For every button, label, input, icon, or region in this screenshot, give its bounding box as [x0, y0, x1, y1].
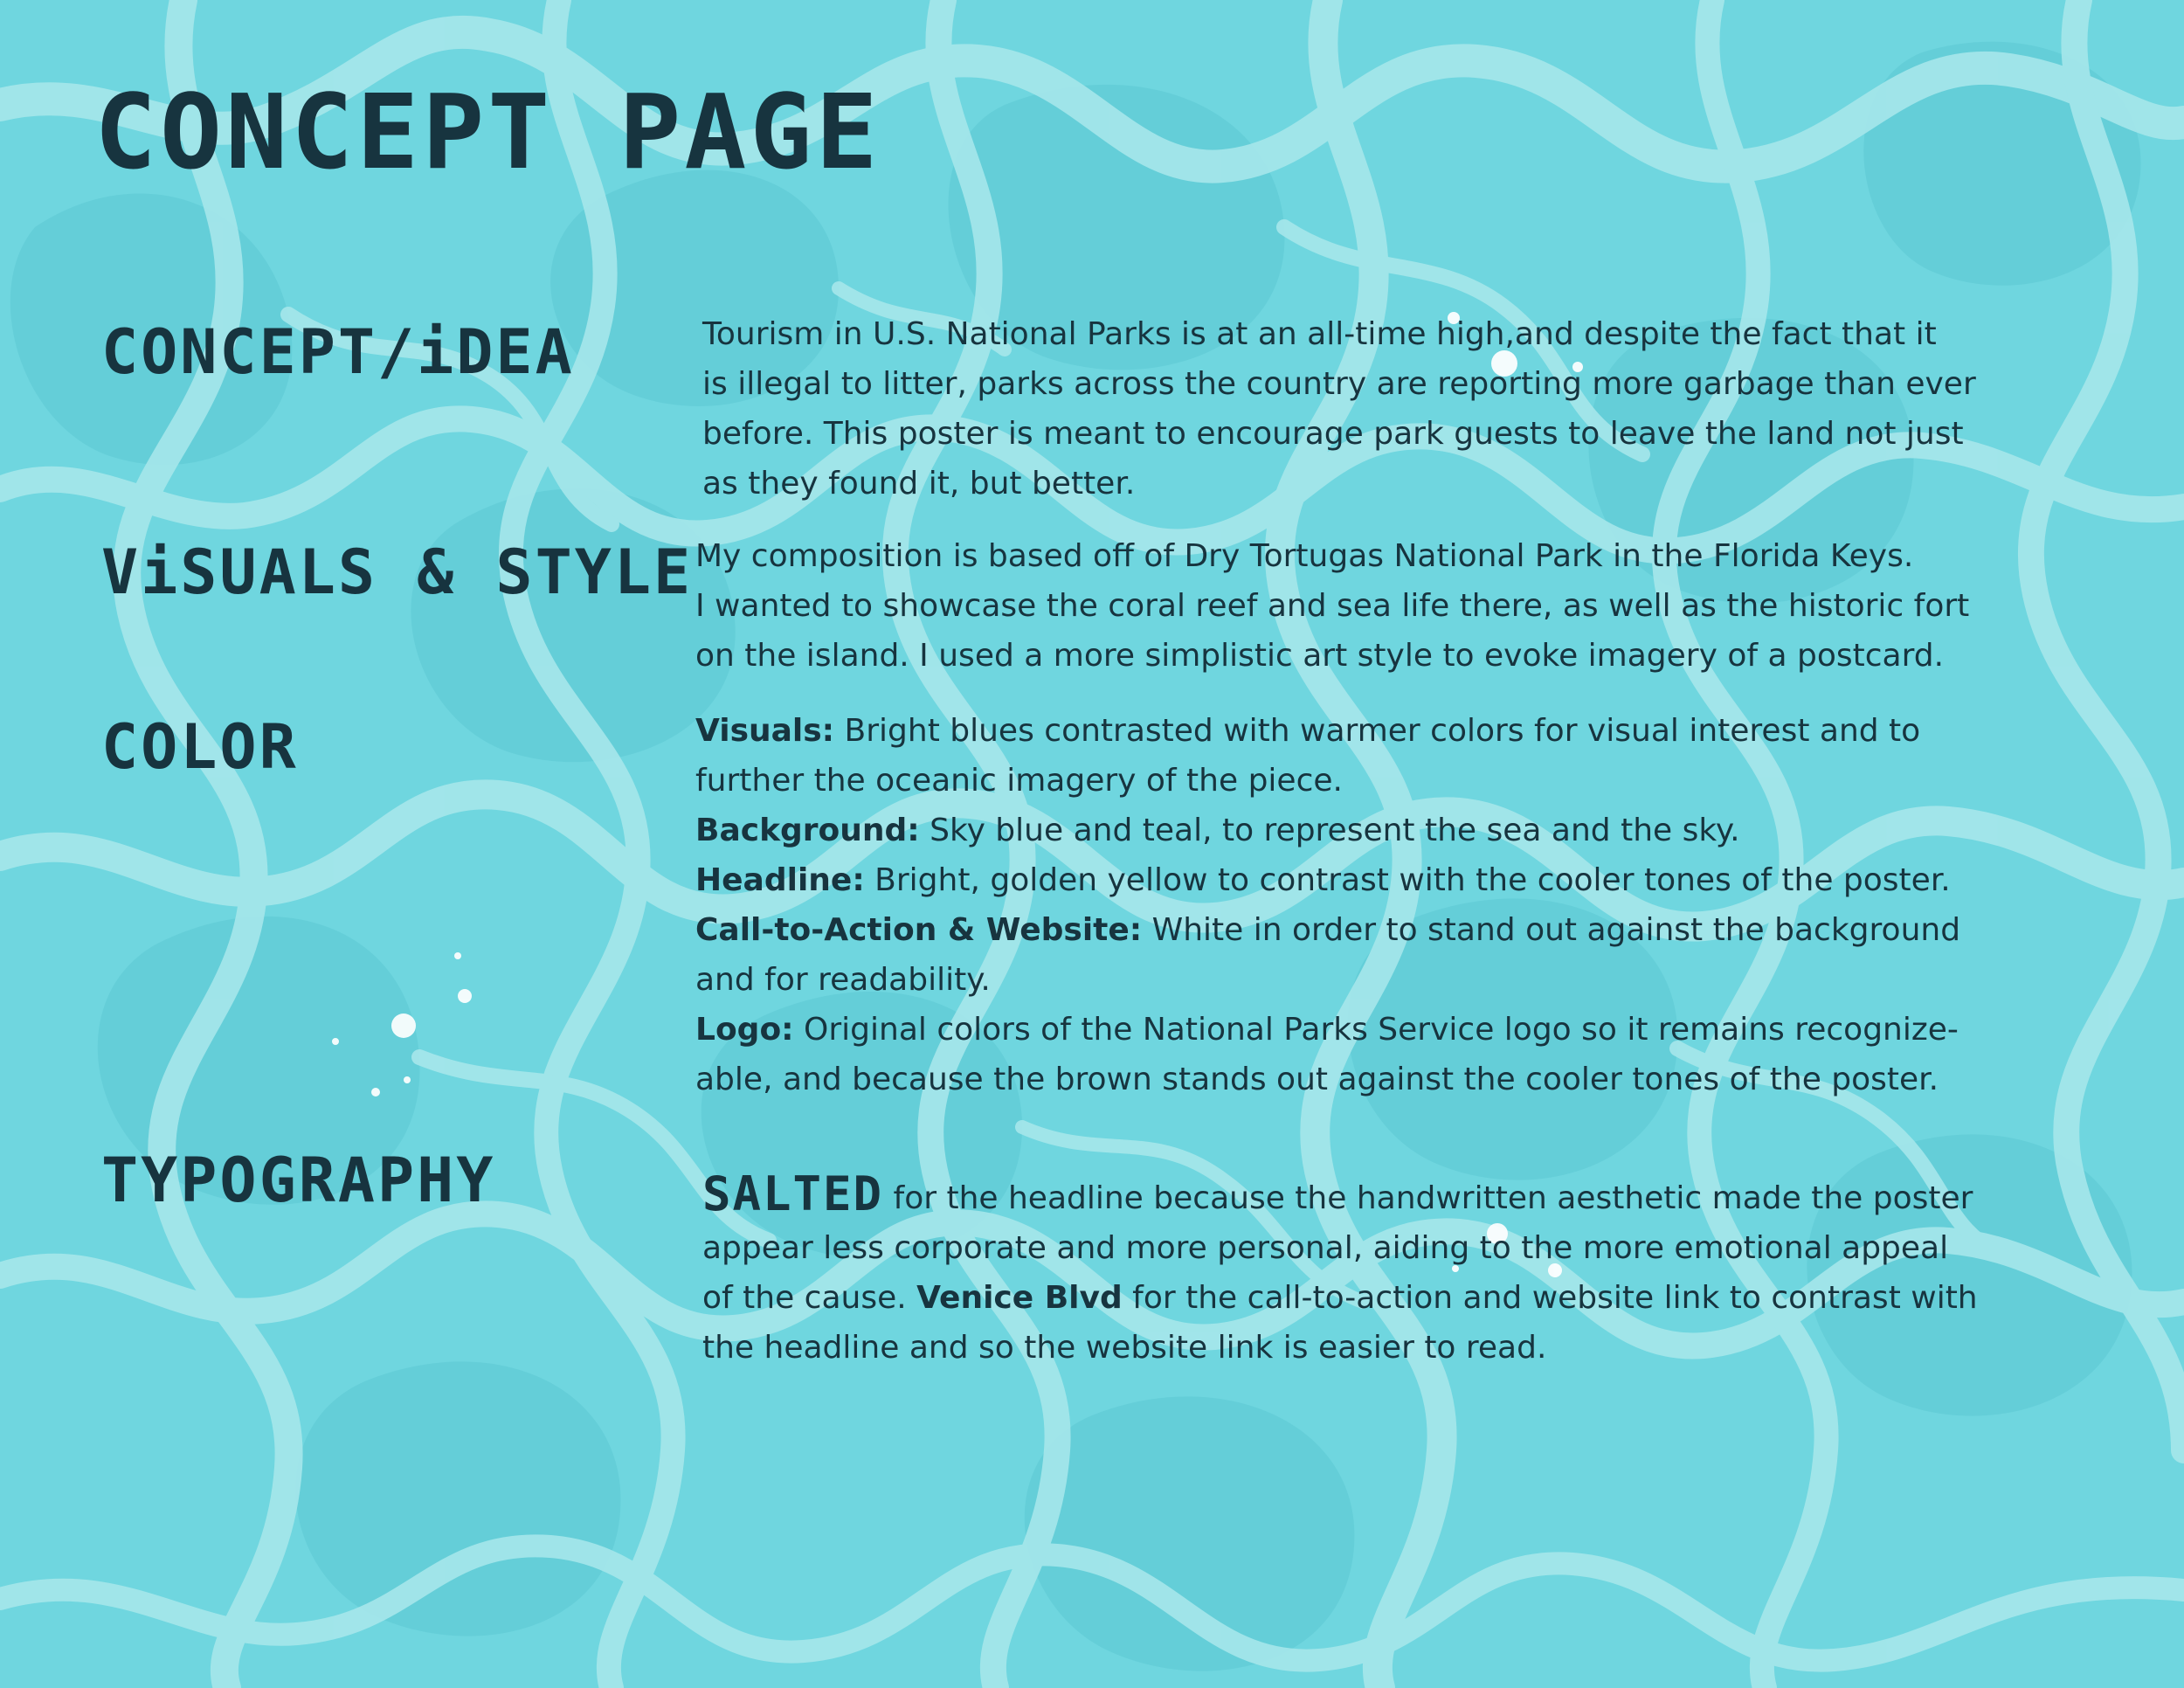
typography-line: the headline and so the website link is easier to read. [702, 1330, 1547, 1366]
visuals-style-heading: ViSUALS & STYLE [101, 536, 694, 608]
color-cta-text: White in order to stand out against the background [1142, 912, 1961, 948]
typography-text [702, 1166, 2184, 1373]
color-visuals-text: Bright blues contrasted with warmer colors for visual interest and to [834, 713, 1921, 749]
typography-line-3-pre: of the cause. [702, 1280, 917, 1316]
salted-font-name: SALTED [702, 1166, 884, 1221]
color-heading: COLOR [101, 711, 299, 783]
concept-idea-heading: CONCEPT/iDEA [101, 316, 575, 388]
concept-line: Tourism in U.S. National Parks is at an all-time high,and despite the fact that it [702, 316, 1937, 352]
color-logo-text: Original colors of the National Parks Service logo so it remains recognize- [793, 1012, 1959, 1048]
typography-line: appear less corporate and more personal, aiding to the more emotional appeal [702, 1230, 1949, 1266]
color-headline-text: Bright, golden yellow to contrast with the cooler tones of the poster. [864, 862, 1951, 898]
visuals-line: on the island. I used a more simplistic art style to evoke imagery of a postcard. [695, 638, 1945, 674]
typography-line [702, 1273, 2184, 1323]
color-visuals-line-2: further the oceanic imagery of the piece. [695, 763, 1343, 799]
venice-blvd-font-name: Venice Blvd [916, 1280, 1123, 1316]
color-headline-label: Headline: [695, 862, 865, 898]
typography-line-3-post: for the call-to-action and website link to contrast with [1122, 1280, 1978, 1316]
color-background-text: Sky blue and teal, to represent the sea and the sky. [919, 813, 1740, 848]
color-logo-label: Logo: [695, 1012, 794, 1048]
color-logo-line [695, 1005, 2184, 1055]
color-background-label: Background: [695, 813, 920, 848]
page-title: CONCEPT PAGE [94, 72, 881, 192]
color-cta-line [695, 905, 2184, 955]
typography-heading: TYPOGRAPHY [101, 1145, 496, 1216]
concept-line: before. This poster is meant to encourage park guests to leave the land not just [702, 416, 1964, 452]
visuals-style-text [695, 531, 2184, 681]
color-logo-line-2: able, and because the brown stands out against the cooler tones of the poster. [695, 1062, 1939, 1097]
color-cta-label: Call-to-Action & Website: [695, 912, 1143, 948]
color-headline-line [695, 855, 2184, 905]
color-background-line [695, 806, 2184, 855]
typography-line [702, 1166, 2184, 1223]
color-text [695, 706, 2184, 1104]
concept-idea-text [702, 309, 2184, 508]
color-visuals-label: Visuals: [695, 713, 835, 749]
visuals-line: My composition is based off of Dry Tortugas National Park in the Florida Keys. [695, 538, 1914, 574]
color-cta-line-2: and for readability. [695, 962, 991, 998]
visuals-line: I wanted to showcase the coral reef and sea life there, as well as the historic fort [695, 588, 1970, 624]
typography-line-1-text: for the headline because the handwritten aesthetic made the poster [883, 1180, 1973, 1216]
color-visuals-line [695, 706, 2184, 756]
concept-line: as they found it, but better. [702, 466, 1136, 502]
concept-line: is illegal to litter, parks across the country are reporting more garbage than ever [702, 366, 1976, 402]
